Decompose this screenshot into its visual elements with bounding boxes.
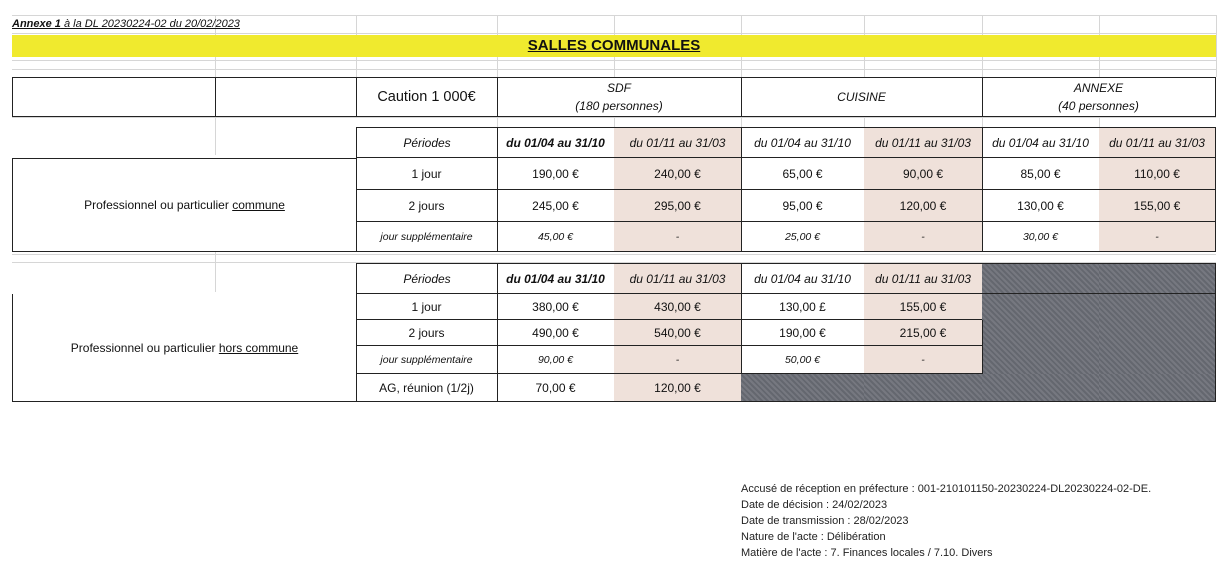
table-cell: - (614, 346, 742, 374)
table-cell: 30,00 € (982, 222, 1100, 252)
hors-row4-label: AG, réunion (1/2j) (356, 374, 498, 402)
period-winter-sdf: du 01/11 au 31/03 (614, 127, 742, 158)
disabled-cell (1099, 263, 1216, 294)
disabled-cell (982, 294, 1100, 374)
table-cell: 430,00 € (614, 294, 742, 320)
commune-row1-label: 1 jour (356, 158, 498, 190)
hors-label-underlined: hors commune (218, 340, 299, 355)
table-cell: 120,00 € (864, 190, 983, 222)
table-cell: 540,00 € (614, 320, 742, 346)
commune-row-label (12, 158, 357, 252)
hors-row1-label: 1 jour (356, 294, 498, 320)
annexe-reference (12, 18, 240, 30)
annexe-label: Annexe 1 (12, 18, 61, 30)
table-cell: - (864, 346, 983, 374)
empty-header-cell (12, 77, 216, 117)
page-title: SALLES COMMUNALES (527, 37, 701, 54)
room-header-cuisine (741, 77, 983, 117)
table-cell: 190,00 € (497, 158, 615, 190)
table-cell: 95,00 € (741, 190, 865, 222)
table-cell: 120,00 € (614, 374, 742, 402)
period-winter-annexe: du 01/11 au 31/03 (1099, 127, 1216, 158)
table-cell: - (864, 222, 983, 252)
table-cell: 190,00 € (741, 320, 865, 346)
disabled-cell (982, 374, 1100, 402)
table-cell: 65,00 € (741, 158, 865, 190)
room-capacity-sdf: (180 personnes) (575, 99, 663, 113)
table-cell: 45,00 € (497, 222, 615, 252)
table-cell: 240,00 € (614, 158, 742, 190)
table-cell: 130,00 £ (741, 294, 865, 320)
period-summer-sdf-2: du 01/04 au 31/10 (497, 263, 615, 294)
hors-label-text (71, 341, 298, 355)
periods-label: Périodes (356, 127, 498, 158)
period-summer-cuisine-2: du 01/04 au 31/10 (741, 263, 865, 294)
room-name-sdf: SDF (607, 81, 631, 95)
table-cell: 85,00 € (982, 158, 1100, 190)
hors-row-label (12, 294, 357, 402)
table-cell: 380,00 € (497, 294, 615, 320)
table-cell: - (1099, 222, 1216, 252)
table-cell: 245,00 € (497, 190, 615, 222)
room-capacity-annexe: (40 personnes) (1058, 99, 1139, 113)
room-name-annexe: ANNEXE (1073, 81, 1124, 95)
periods-label-2: Périodes (356, 263, 498, 294)
hors-row2-label: 2 jours (356, 320, 498, 346)
period-winter-cuisine: du 01/11 au 31/03 (864, 127, 983, 158)
commune-row3-label: jour supplémentaire (356, 222, 498, 252)
caution-cell: Caution 1 000€ (356, 77, 498, 117)
table-cell: 215,00 € (864, 320, 983, 346)
hors-row3-label: jour supplémentaire (356, 346, 498, 374)
table-cell: - (614, 222, 742, 252)
table-cell: 155,00 € (864, 294, 983, 320)
room-name-cuisine: CUISINE (837, 90, 886, 104)
table-cell: 50,00 € (741, 346, 865, 374)
disabled-cell (1099, 374, 1216, 402)
table-cell: 155,00 € (1099, 190, 1216, 222)
table-cell: 295,00 € (614, 190, 742, 222)
room-header-sdf (497, 77, 742, 117)
room-header-annexe (982, 77, 1216, 117)
table-cell: 90,00 € (864, 158, 983, 190)
footer-line: Date de décision : 24/02/2023 (741, 499, 888, 511)
disabled-cell (982, 263, 1100, 294)
commune-label-pre: Professionnel ou particulier (84, 198, 233, 212)
footer-line: Accusé de réception en préfecture : 001-210101150-20230224-DL20230224-02-DE. (741, 483, 1152, 495)
table-cell: 490,00 € (497, 320, 615, 346)
disabled-cell (741, 374, 865, 402)
commune-label-underlined: commune (232, 198, 285, 212)
footer-line: Date de transmission : 28/02/2023 (741, 515, 909, 527)
annexe-rest: à la DL 20230224-02 du 20/02/2023 (60, 18, 240, 30)
table-cell: 90,00 € (497, 346, 615, 374)
period-summer-sdf: du 01/04 au 31/10 (497, 127, 615, 158)
footer-line: Matière de l'acte : 7. Finances locales / 7.10. Divers (741, 547, 993, 559)
footer-line: Nature de l'acte : Délibération (741, 531, 886, 543)
period-summer-cuisine: du 01/04 au 31/10 (741, 127, 865, 158)
table-cell: 25,00 € (741, 222, 865, 252)
period-summer-annexe: du 01/04 au 31/10 (982, 127, 1100, 158)
table-cell: 130,00 € (982, 190, 1100, 222)
disabled-cell (1099, 294, 1216, 374)
table-cell: 110,00 € (1099, 158, 1216, 190)
commune-row2-label: 2 jours (356, 190, 498, 222)
empty-header-cell (215, 77, 357, 117)
period-winter-cuisine-2: du 01/11 au 31/03 (864, 263, 983, 294)
hors-label-pre: Professionnel ou particulier (70, 340, 219, 355)
period-winter-sdf-2: du 01/11 au 31/03 (614, 263, 742, 294)
commune-label-text (84, 198, 285, 212)
disabled-cell (864, 374, 983, 402)
table-cell: 70,00 € (497, 374, 615, 402)
